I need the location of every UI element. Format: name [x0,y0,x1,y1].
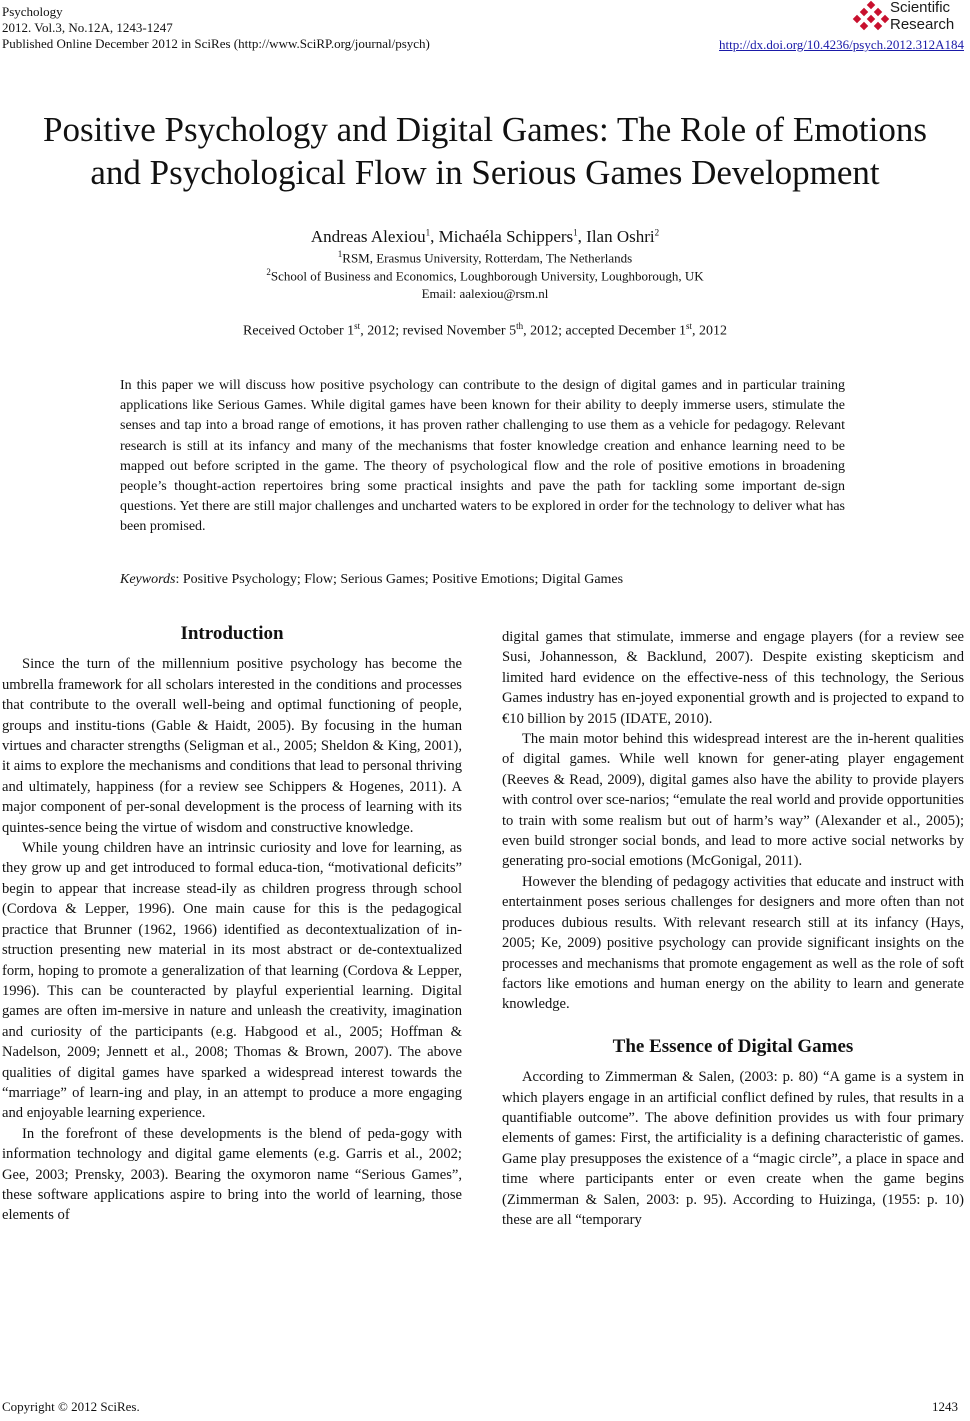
right-column [502,627,964,1230]
paragraph: While young children have an intrinsic curiosity and love for learning, as they grow up and get introduced to formal educa-tion, “motivational deficits” begin to appear that increase stead-ily as children progress through school (Cordova & Lepper, 1996). One main cause for this is the pedagogical practice that Brunner (1962, 1966) identified as decontextualization of in-struction presenting new material in its most abstract or de-contextualized form, hoping to promote a generalization of that learning (Cordova & Lepper, 1996). This can be counteracted by playful experiential learning. Digital games are often im-mersive in nature and unleash the creativity, imagination and curiosity of the participants (e.g. Habgood et al., 2005; Hoffman & Nadelson, 2009; Jennett et al., 2008; Thomas & Brown, 2007). The above qualities of digital games have sparked a widespread interest towards the “marriage” of learn-ing and play, in an attempt to produce a more engaging and enjoyable learning experience. [2,840,462,1122]
paragraph: However the blending of pedagogy activities that educate and instruct with entertainment poses serious challenges for designers and more often than not produces dubious results. With relevant research still at its infancy (Hays, 2005; Ke, 2009) positive psychology can provide significant insights on the processes and mechanisms that promote engagement as well as the role of soft factors like emotions and human energy on the ability to learn and generate knowledge. [502,873,964,1013]
doi-link[interactable]: http://dx.doi.org/10.4236/psych.2012.312A184 [719,37,964,52]
section-heading-introduction: Introduction [180,623,284,644]
keywords-label: Keywords [120,572,176,587]
paper-title: Positive Psychology and Digital Games: The Role of Emotions and Psychological Flow in Serious Games Development [42,110,927,192]
abstract: In this paper we will discuss how positive psychology can contribute to the design of digital games and in particular training applications like Serious Games. While digital games have been known for their ability to deeply immerse users, stimulate the senses and tap into a broad range of emotions, it has proven rather challenging to use them as a vehicle for pedagogy. Relevant research is still at its infancy and many of the mechanisms that foster knowledge creation and enhance learning need to be mapped out before scripted in the game. The theory of psychological flow and the role of positive emotions in broadening people’s thought-action repertoires bring some practical insights and pave the path for tackling some important de-sign questions. Yet there are still major challenges and uncharted waters to be explored in order for the technology to deliver what has been promised. [120,378,845,535]
left-column [2,624,462,1226]
logo-diamond-icon [854,2,888,34]
received-dates: Received October 1st, 2012; revised November 5th, 2012; accepted December 1st, 2012 [242,321,728,339]
journal-name: Psychology [2,4,63,19]
page-number: 1243 [932,1399,958,1414]
paragraph: According to Zimmerman & Salen, (2003: p. 80) “A game is a system in which players engage in an artificial conflict defined by rules, that results in a quantifiable outcome”. The above definition provides us with four primary elements of games: First, the artificiality is a defining characteristic of games. Game play presupposes the existence of a “magic circle”, a place in space and time where participants enter or even create when the game begins (Zimmerman & Salen, 2003: p. 95). According to Huizinga, (1955: p. 10) these are all “temporary [502,1069,964,1228]
publication-info: Published Online December 2012 in SciRes (http://www.SciRP.org/journal/psych) [2,36,430,51]
copyright: Copyright © 2012 SciRes. [2,1399,140,1414]
journal-header [2,4,430,52]
scientific-research-logo [854,0,964,36]
author-list: Andreas Alexiou$^1$, Michaéla Schippers$^1$, Ilan Oshri$^2$ [310,227,660,246]
journal-volume: 2012. Vol.3, No.12A, 1243-1247 [2,20,173,35]
section-heading-essence: The Essence of Digital Games [612,1035,854,1057]
paragraph: In the forefront of these developments is the blend of peda-gogy with information technology and digital game elements (e.g. Garris et al., 2002; Gee, 2003; Prensky, 2003). Bearing the oxymoron name “Serious Games”, these software applications aspire to bring into the world of learning, those elements of [2,1125,462,1224]
paragraph: digital games that stimulate, immerse and engage players (for a review see Susi, Johannesson, & Backlund, 2007). Despite existing skepticism and limited hard evidence on the effective-ness of this technology, the Serious Games industry has en-joyed exponential growth and is projected to expand to €10 billion by 2015 (IDATE, 2010). [502,629,964,727]
paragraph: Since the turn of the millennium positive psychology has become the umbrella framework for all scholars interested in the conditions and processes that contribute to the overall well-being and optimal functioning of people, groups and institu-tions (Gable & Haidt, 2005). By focusing in the human virtues and character strengths (Seligman et al., 2005; Sheldon & King, 2001), it aims to explore the mechanisms and conditions that lead to personal thriving and ultimately, happiness (for a review see Schippers & Hogenes, 2011). A major component of per-sonal development is the process of learning with its quintes-sence being the virtue of wisdom and constructive knowledge. [2,656,462,836]
affiliation-2: $^2$School of Business and Economics, Loughborough University, Loughborough, UK [266,267,704,284]
author-email: Email: aalexiou@rsm.nl [421,286,549,301]
keywords: Keywords: Positive Psychology; Flow; Serious Games; Positive Emotions; Digital Games [120,572,624,587]
logo-text: Scientific Research [890,0,955,33]
affiliation-1: $^1$RSM, Erasmus University, Rotterdam, The Netherlands [337,249,633,266]
paragraph: The main motor behind this widespread interest are the in-herent qualities of digital games. While well known for gener-ating player engagement (Reeves & Read, 2009), digital games also have the ability to provide players with control over sce-narios; “emulate the real world and provide opportunities to train with some realism but out of harm’s way” (Alexander et al., 2005); even build stronger social bonds, and lead to more active social networks by generating pro-social emotions (McGonigal, 2011). [502,731,964,870]
